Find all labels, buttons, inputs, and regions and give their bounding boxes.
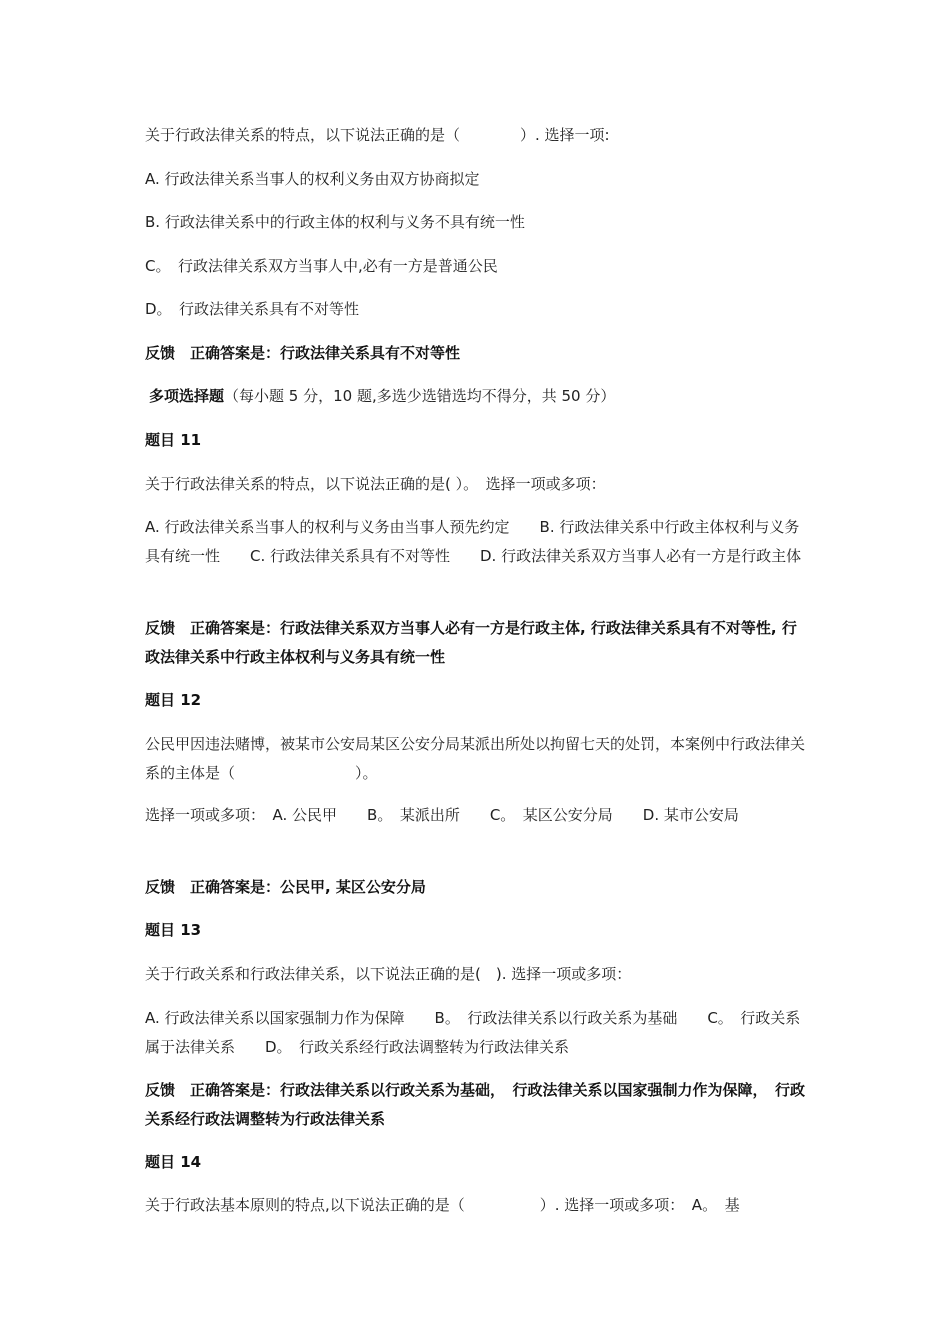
q12-heading: 题目 12 xyxy=(145,691,202,709)
section-header xyxy=(145,382,807,411)
q12-options: 选择一项或多项： A. 公民甲 B。 某派出所 C。 某区公安分局 D. 某市公安局 xyxy=(145,806,739,824)
section-title: 多项选择题 xyxy=(149,387,225,405)
q13-heading: 题目 13 xyxy=(145,921,202,939)
q11-stem: 关于行政法律关系的特点，以下说法正确的是( ）。 选择一项或多项： xyxy=(145,475,606,493)
q10-option-b: B. 行政法律关系中的行政主体的权利与义务不具有统一性 xyxy=(145,213,525,231)
q11-feedback: 反馈 正确答案是：行政法律关系双方当事人必有一方是行政主体, 行政法律关系具有不对等性, 行政法律关系中行政主体权利与义务具有统一性 xyxy=(145,619,797,666)
q10-option-a: A. 行政法律关系当事人的权利义务由双方协商拟定 xyxy=(145,170,480,188)
q13-feedback: 反馈 正确答案是：行政法律关系以行政关系为基础， 行政法律关系以国家强制力作为保障， 行政关系经行政法调整转为行政法律关系 xyxy=(145,1081,806,1128)
section-note: （每小题 5 分，10 题,多选少选错选均不得分，共 50 分） xyxy=(224,387,616,405)
q14-stem: 关于行政法基本原则的特点,以下说法正确的是（ ）. 选择一项或多项： A。 基 xyxy=(145,1196,740,1214)
q10-option-d: D。 行政法律关系具有不对等性 xyxy=(145,300,360,318)
q13-stem: 关于行政关系和行政法律关系，以下说法正确的是( ). 选择一项或多项： xyxy=(145,965,632,983)
q12-feedback: 反馈 正确答案是：公民甲, 某区公安分局 xyxy=(145,878,426,896)
q11-options: A. 行政法律关系当事人的权利与义务由当事人预先约定 B. 行政法律关系中行政主体权利与义务具有统一性 C. 行政法律关系具有不对等性 D. 行政法律关系双方当事人必有一方是行政主体 xyxy=(145,518,802,565)
q10-feedback: 反馈 正确答案是：行政法律关系具有不对等性 xyxy=(145,344,461,362)
q14-heading: 题目 14 xyxy=(145,1153,202,1171)
q10-option-c: C。 行政法律关系双方当事人中,必有一方是普通公民 xyxy=(145,257,498,275)
q13-options: A. 行政法律关系以国家强制力作为保障 B。 行政法律关系以行政关系为基础 C。 行政关系属于法律关系 D。 行政关系经行政法调整转为行政法律关系 xyxy=(145,1009,801,1056)
q11-heading: 题目 11 xyxy=(145,431,202,449)
q12-stem: 公民甲因违法赌博，被某市公安局某区公安分局某派出所处以拘留七天的处罚，本案例中行政法律关系的主体是（ ）。 xyxy=(145,735,806,782)
q10-stem: 关于行政法律关系的特点，以下说法正确的是（ ）. 选择一项: xyxy=(145,126,610,144)
